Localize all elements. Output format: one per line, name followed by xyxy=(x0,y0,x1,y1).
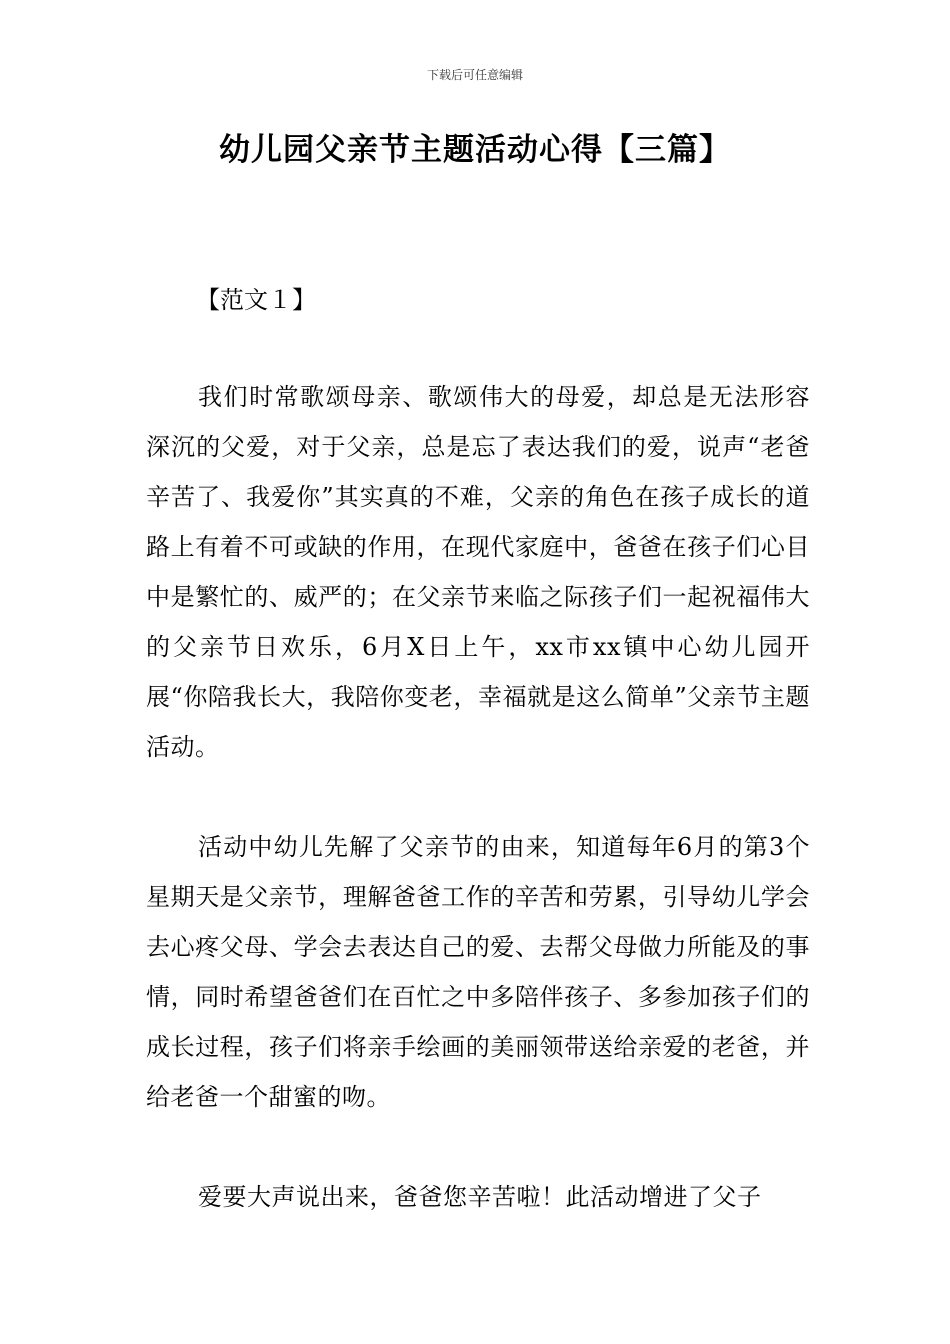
document-title: 幼儿园父亲节主题活动心得【三篇】 xyxy=(219,132,731,168)
section-label: 【范文１】 xyxy=(196,286,316,314)
header-note: 下载后可任意编辑 xyxy=(426,68,523,82)
body-paragraph-2: 活动中幼儿先解了父亲节的由来，知道每年6月的第3个星期天是父亲节，理解爸爸工作的辛苦和劳累，引导幼儿学会去心疼父母、学会去表达自己的爱、去帮父母做力所能及的事情，同时希望爸爸们在百忙之中多陪伴孩子、多参加孩子们的成长过程，孩子们将亲手绘画的美丽领带送给亲爱的老爸，并给老爸一个甜蜜的吻。 xyxy=(146,833,810,1111)
body-paragraph-1: 我们时常歌颂母亲、歌颂伟大的母爱，却总是无法形容深沉的父爱，对于父亲，总是忘了表达我们的爱，说声“老爸辛苦了、我爱你”其实真的不难，父亲的角色在孩子成长的道路上有着不可或缺的作用，在现代家庭中，爸爸在孩子们心目中是繁忙的、威严的；在父亲节来临之际孩子们一起祝福伟大的父亲节日欢乐，6月X日上午，xx市xx镇中心幼儿园开展“你陪我长大，我陪你变老，幸福就是这么简单”父亲节主题活动。 xyxy=(146,383,810,761)
body-paragraph-3: 爱要大声说出来，爸爸您辛苦啦！此活动增进了父子 xyxy=(198,1183,762,1211)
